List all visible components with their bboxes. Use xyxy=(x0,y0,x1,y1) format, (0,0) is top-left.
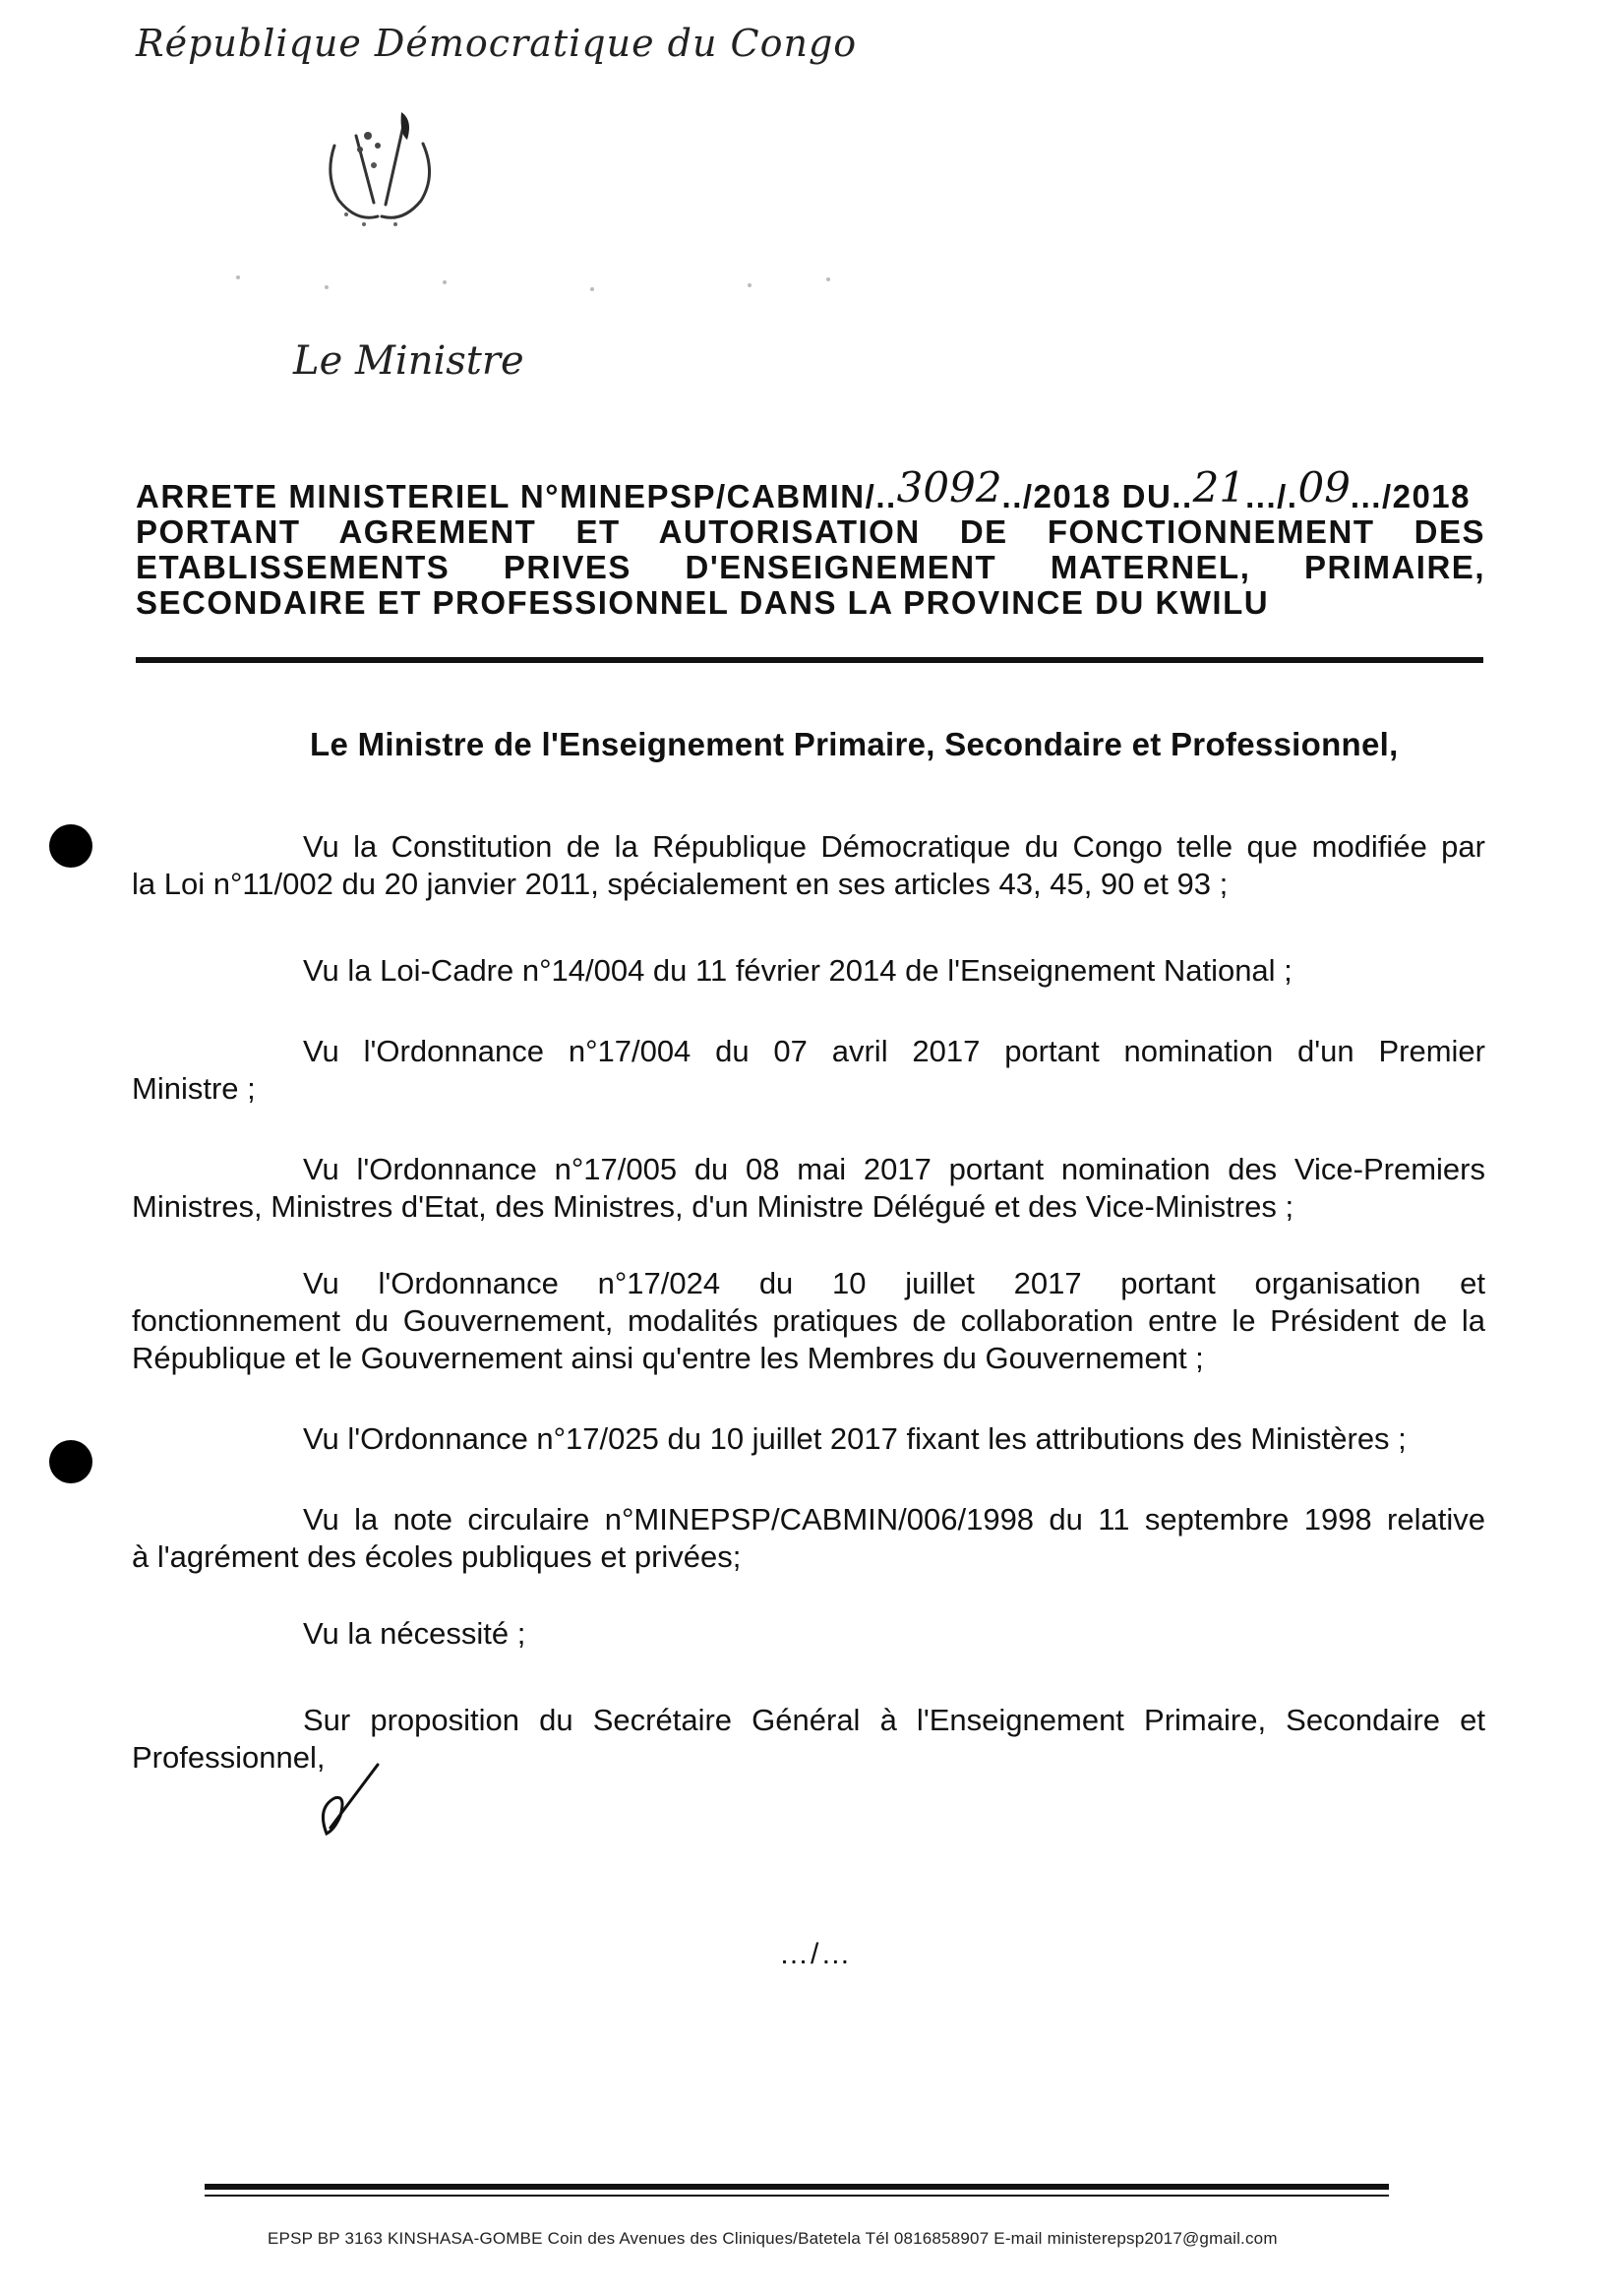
footer-address: EPSP BP 3163 KINSHASA-GOMBE Coin des Avenues des Cliniques/Batetela Tél 0816858907 E-mail ministerepsp2017@gmail.com xyxy=(268,2229,1278,2248)
coat-of-arms-icon xyxy=(317,106,445,229)
scan-artifact xyxy=(590,287,594,291)
decree-title-line-1: ARRETE MINISTERIEL N°MINEPSP/CABMIN/..3092../2018 DU..21.../.09.../2018 xyxy=(136,463,1472,514)
decree-title-line-4: SECONDAIRE ET PROFESSIONNEL DANS LA PROVINCE DU KWILU xyxy=(136,584,1270,621)
footer-rule-thin xyxy=(205,2195,1389,2197)
minister-heading: Le Ministre de l'Enseignement Primaire, Secondaire et Professionnel, xyxy=(310,726,1399,762)
paragraph-proposition: Sur proposition du Secrétaire Général à l'Enseignement Primaire, Secondaire et Professionnel, xyxy=(132,1703,1485,1775)
punch-hole xyxy=(49,1440,92,1483)
decree-year: /2018 xyxy=(1381,478,1472,514)
decree-title xyxy=(136,463,1485,621)
handwritten-initials-icon xyxy=(313,1759,391,1838)
paragraph-loi-cadre: Vu la Loi-Cadre n°14/004 du 11 février 2014 de l'Enseignement National ; xyxy=(303,953,1293,988)
header-country: République Démocratique du Congo xyxy=(136,22,858,65)
minister-title: Le Ministre xyxy=(293,338,524,384)
continuation-mark: …/… xyxy=(779,1938,853,1970)
decree-title-line-2: PORTANT AGREMENT ET AUTORISATION DE FONCTIONNEMENT DES xyxy=(136,513,1485,550)
decree-day: 21 xyxy=(1192,463,1246,512)
paragraph-ordonnance-004: Vu l'Ordonnance n°17/004 du 07 avril 2017 portant nomination d'un Premier Ministre ; xyxy=(132,1034,1485,1106)
decree-year-sep: /2018 DU. xyxy=(1022,478,1182,514)
footer-rule xyxy=(205,2184,1389,2190)
decree-number: 3092 xyxy=(896,463,1002,512)
decree-prefix: ARRETE MINISTERIEL N°MINEPSP/CABMIN/ xyxy=(136,478,876,514)
decree-title-line-3: ETABLISSEMENTS PRIVES D'ENSEIGNEMENT MATERNEL, PRIMAIRE, xyxy=(136,549,1485,585)
scan-artifact xyxy=(748,283,752,287)
paragraph-constitution: Vu la Constitution de la République Démocratique du Congo telle que modifiée par la Loi n°11/002 du 20 janvier 2011, spécialement en ses articles 43, 45, 90 et 93 ; xyxy=(132,829,1485,901)
punch-hole xyxy=(49,824,92,868)
paragraph-note-circulaire: Vu la note circulaire n°MINEPSP/CABMIN/006/1998 du 11 septembre 1998 relative à l'agrément des écoles publiques et privées; xyxy=(132,1502,1485,1574)
paragraph-ordonnance-024: Vu l'Ordonnance n°17/024 du 10 juillet 2017 portant organisation et fonctionnement du Gouvernement, modalités pratiques de collaboration entre le Président de la République et le Gouvernement ainsi qu'entre les Membres du Gouvernement ; xyxy=(132,1266,1485,1375)
paragraph-necessite: Vu la nécessité ; xyxy=(303,1616,526,1651)
scan-artifact xyxy=(826,277,830,281)
paragraph-ordonnance-025: Vu l'Ordonnance n°17/025 du 10 juillet 2017 fixant les attributions des Ministères ; xyxy=(303,1421,1407,1456)
paragraph-ordonnance-005: Vu l'Ordonnance n°17/005 du 08 mai 2017 portant nomination des Vice-Premiers Ministres, Ministres d'Etat, des Ministres, d'un Ministre Délégué et des Vice-Ministres ; xyxy=(132,1152,1485,1224)
scan-artifact xyxy=(443,280,447,284)
decree-month: 09 xyxy=(1297,463,1351,512)
scan-artifact xyxy=(236,275,240,279)
scan-artifact xyxy=(325,285,329,289)
decree-date-sep: / xyxy=(1277,478,1288,514)
title-underline xyxy=(136,657,1483,663)
